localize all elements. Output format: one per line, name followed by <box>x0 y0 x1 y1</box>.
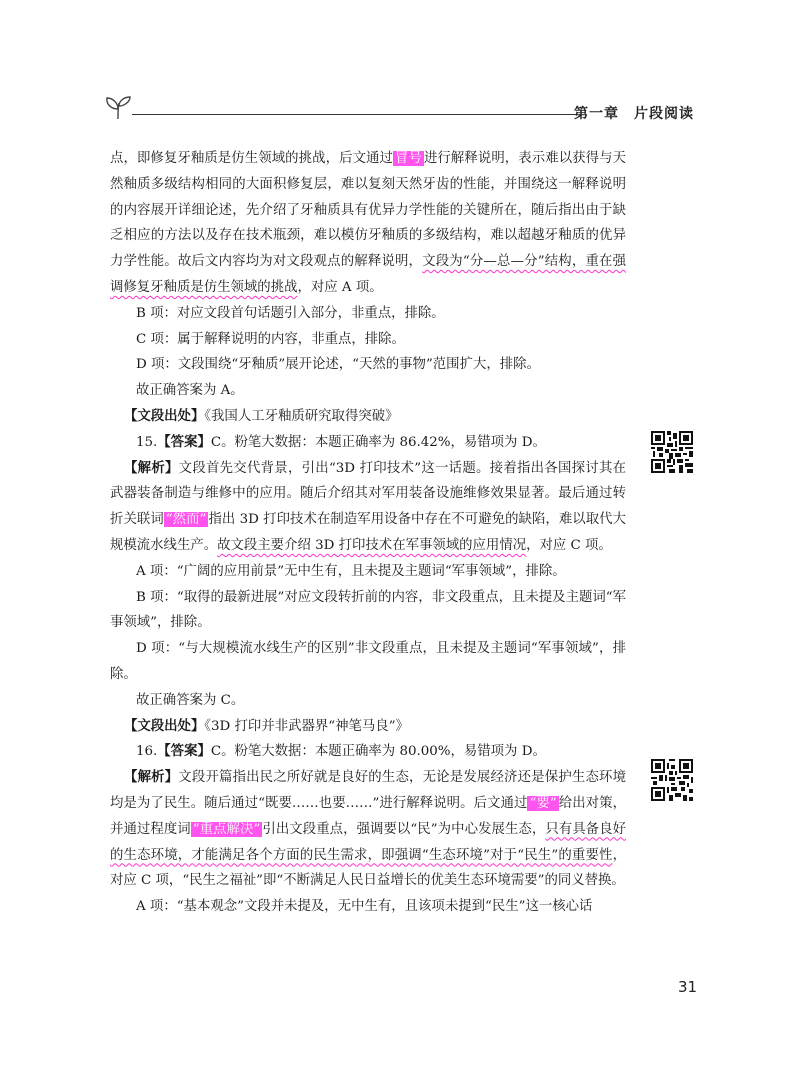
highlight: “要” <box>529 795 557 811</box>
key-sentence: 故文段主要介绍 3D 打印技术在军事领域的应用情况 <box>217 537 527 553</box>
qr-code-icon[interactable] <box>651 431 693 473</box>
correct-answer: 故正确答案为 A。 <box>136 383 244 399</box>
option-a-explanation: A 项：“基本观念”文段并未提及，无中生有，且该项未提到“民生”这一核心话 <box>136 899 593 915</box>
key-sentence: 只有具备良好的生态环境，才能满足各个方面的民生需求，即强调“生态环境”对于“民生”的重要性 <box>110 821 626 863</box>
paragraph: 点，即修复牙釉质是仿生领域的挑战，后文通过 冒号 进行解释说明，表示难以获得与天然釉质多级结构相同的大面积修复层，难以复刻天然牙齿的性能，并围绕这一解释说明的内容展开详细论述，先介绍了牙釉质具有优异力学性能的关键所在，随后指出由于缺乏相应的方法以及存在技术瓶颈，难以模仿牙釉质的多级结构，难以超越牙釉质的优异力学性能。故后文内容均为对文段观点的解释说明，文段为“分—总—分”结构，重在强调修复牙釉质是仿生领域的挑战，对应 A 项。 <box>110 151 627 295</box>
option-b-explanation: B 项：“取得的最新进展”对应文段转折前的内容，非文段重点，且未提及主题词“军事领域”，排除。 <box>110 589 626 631</box>
page-content <box>110 146 626 920</box>
source-line: 【文段出处】《我国人工牙釉质研究取得突破》 <box>124 407 399 424</box>
highlight: “然而” <box>165 512 207 528</box>
source-line: 【文段出处】《3D 打印并非武器界“神笔马良”》 <box>124 717 409 734</box>
highlight: “重点解决” <box>192 821 261 837</box>
analysis-paragraph: 【解析】文段开篇指出民之所好就是良好的生态，无论是发展经济还是保护生态环境均是为了民生。随后通过“既要……也要……”进行解释说明。后文通过 “要” 给出对策，并通过程度词 “重点解决” 引出文段重点，强调要以“民”为中心发展生态，只有具备良好的生态环境，才能满足各个方面的民生需求，即强调“生态环境”对于“民生”的重要性，对应 C 项，“民生之福祉”即“不断满足人民日益增长的优美生态环境需要”的同义替换。 <box>110 769 627 889</box>
qr-code-icon[interactable] <box>651 759 693 801</box>
option-a-explanation: A 项：“广阔的应用前景”无中生有，且未提及主题词“军事领域”，排除。 <box>136 563 566 579</box>
page-number: 31 <box>678 978 698 996</box>
question-answer: 15.【答案】C。粉笔大数据：本题正确率为 86.42%，易错项为 D。 <box>136 433 546 450</box>
header-rule <box>132 114 576 115</box>
correct-answer: 故正确答案为 C。 <box>136 692 245 708</box>
option-b-explanation: B 项：对应文段首句话题引入部分，非重点，排除。 <box>136 305 445 321</box>
leaf-icon <box>104 95 134 121</box>
option-d-explanation: D 项：文段围绕“牙釉质”展开论述，“天然的事物”范围扩大，排除。 <box>136 357 540 373</box>
key-sentence: 文段为“分—总—分”结构，重在强调修复牙釉质是仿生领域的挑战 <box>110 254 626 295</box>
option-c-explanation: C 项：属于解释说明的内容，非重点，排除。 <box>136 331 405 347</box>
highlight: 冒号 <box>395 151 422 166</box>
chapter-title: 第一章 片段阅读 <box>574 106 694 122</box>
option-d-explanation: D 项：“与大规模流水线生产的区别”非文段重点，且未提及主题词“军事领域”，排除。 <box>110 641 626 682</box>
question-answer: 16.【答案】C。粉笔大数据：本题正确率为 80.00%，易错项为 D。 <box>136 743 546 760</box>
analysis-paragraph: 【解析】文段首先交代背景，引出“3D 打印技术”这一话题。接着指出各国探讨其在武器装备制造与维修中的应用。随后介绍其对军用装备设施维修效果显著。最后通过转折关联词 “然而” 指出 3D 打印技术在制造军用设备中存在不可避免的缺陷，难以取代大规模流水线生产。故文段主要介绍 3D 打印技术在军事领域的应用情况，对应 C 项。 <box>110 459 627 553</box>
page-header <box>104 95 694 131</box>
